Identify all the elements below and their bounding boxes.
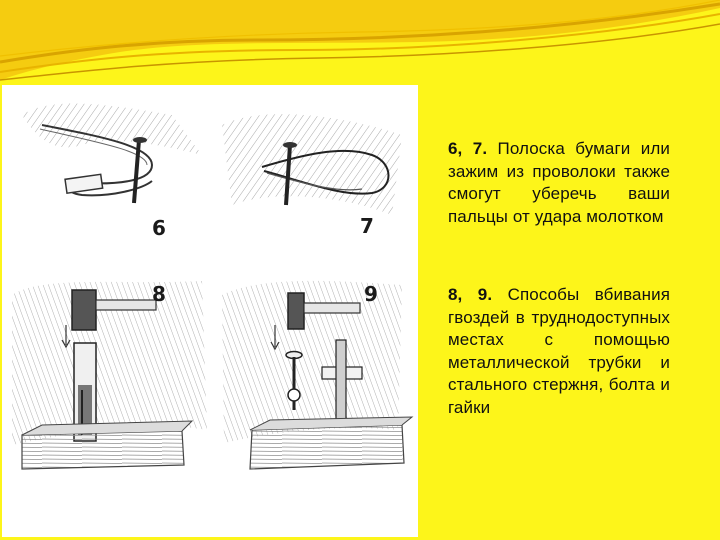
figure-9-rod-bolt-nut	[222, 281, 412, 469]
caption-figures-8-9	[448, 284, 670, 419]
captions	[448, 138, 670, 419]
caption-text: Полоска бумаги или зажим из проволоки также смогут уберечь ваши пальцы от удара молотком	[448, 139, 670, 226]
figure-7-wire-clamp	[222, 114, 402, 238]
figure-6-paper-strip	[22, 103, 202, 240]
caption-number: 6, 7.	[448, 139, 488, 158]
illustration-drawing	[2, 85, 418, 537]
nail-technique-illustration	[2, 85, 418, 537]
figure-8-label: 8	[152, 282, 166, 306]
figure-8-metal-tube	[12, 281, 207, 469]
decorative-wave-header	[0, 0, 720, 90]
caption-text: Способы вбивания гвоздей в труднодоступных местах с помощью металлической трубки и стального стержня, болта и гайки	[448, 285, 670, 417]
caption-figures-6-7	[448, 138, 670, 228]
figure-9-label: 9	[364, 282, 378, 306]
caption-number: 8, 9.	[448, 285, 493, 304]
figure-7-label: 7	[360, 214, 374, 238]
figure-6-label: 6	[152, 216, 166, 240]
